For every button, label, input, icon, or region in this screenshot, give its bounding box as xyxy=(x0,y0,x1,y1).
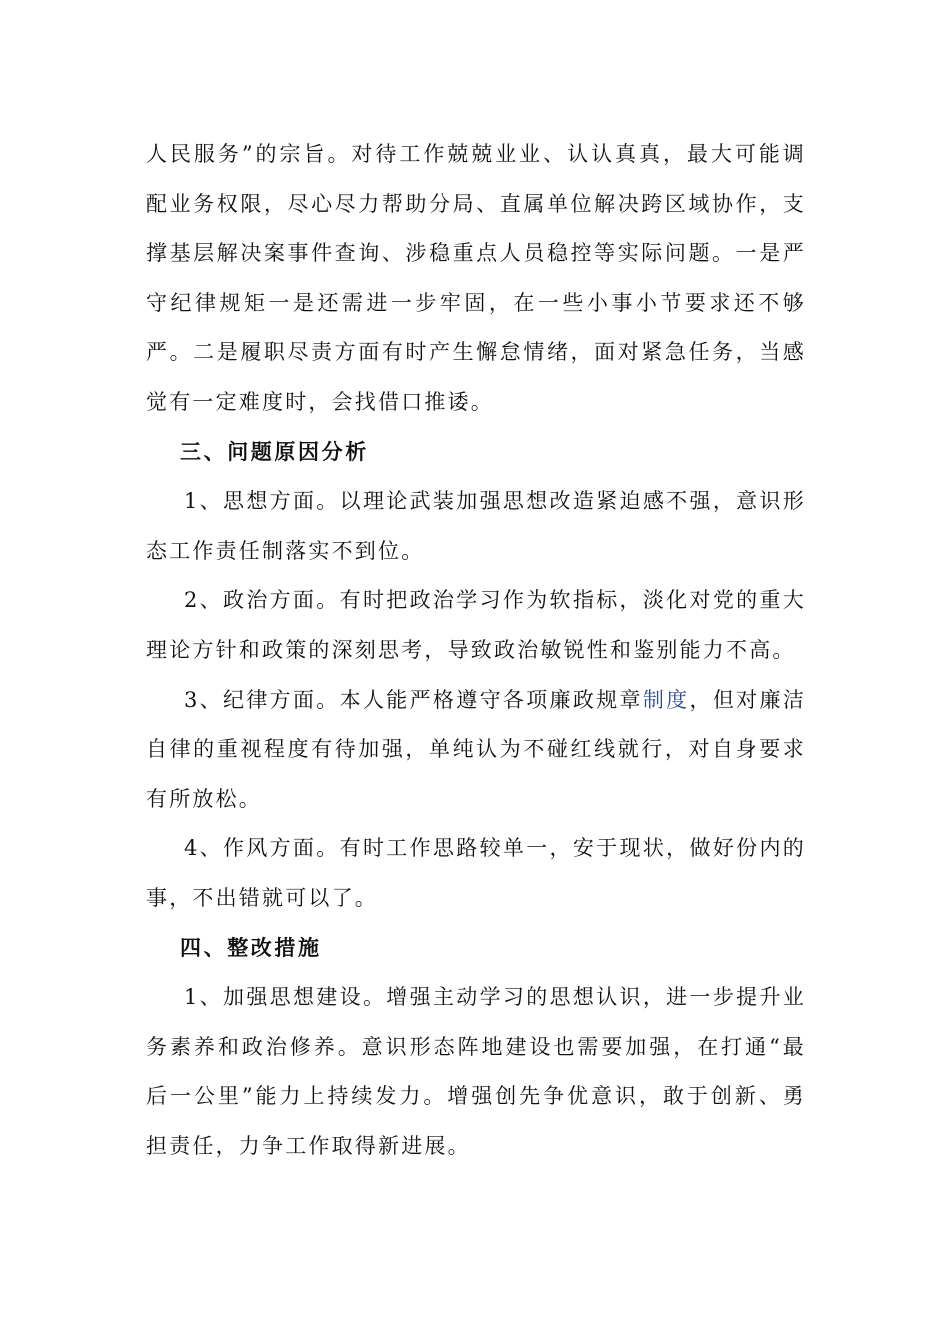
section-heading-rectification: 四、整改措施 xyxy=(180,935,322,960)
item-discipline xyxy=(146,676,806,825)
item-discipline-text-after: ，但对廉洁自律的重视程度有待加强，单纯认为不碰红线就行，对自身要求有所放松。 xyxy=(146,687,807,811)
item-work-style: 4、作风方面。有时工作思路较单一，安于现状，做好份内的事，不出错就可以了。 xyxy=(146,836,806,910)
section-heading-cause-analysis: 三、问题原因分析 xyxy=(180,439,369,464)
item-ideological-building: 1、加强思想建设。增强主动学习的思想认识，进一步提升业务素养和政治修养。意识形态阵地建设也需要加强，在打通“最后一公里”能力上持续发力。增强创先争优意识，敢于创新、勇担责任，力争工作取得新进展。 xyxy=(146,985,806,1158)
item-politics: 2、政治方面。有时把政治学习作为软指标，淡化对党的重大理论方针和政策的深刻思考，导致政治敏锐性和鉴别能力不高。 xyxy=(146,588,806,662)
paragraph-service-purpose: 人民服务”的宗旨。对待工作兢兢业业、认认真真，最大可能调配业务权限，尽心尽力帮助分局、直属单位解决跨区域协作，支撑基层解决案事件查询、涉稳重点人员稳控等实际问题。一是严守纪律规矩一是还需进一步牢固，在一些小事小节要求还不够严。二是履职尽责方面有时产生懈怠情绪，面对紧急任务，当感觉有一定难度时，会找借口推诿。 xyxy=(146,142,806,414)
item-discipline-text-before: 3、纪律方面。本人能严格遵守各项廉政规章 xyxy=(184,687,643,712)
regulation-link[interactable]: 制度 xyxy=(642,687,690,712)
item-ideology: 1、思想方面。以理论武装加强思想改造紧迫感不强，意识形态工作责任制落实不到位。 xyxy=(146,489,806,563)
document-body xyxy=(146,130,806,1171)
